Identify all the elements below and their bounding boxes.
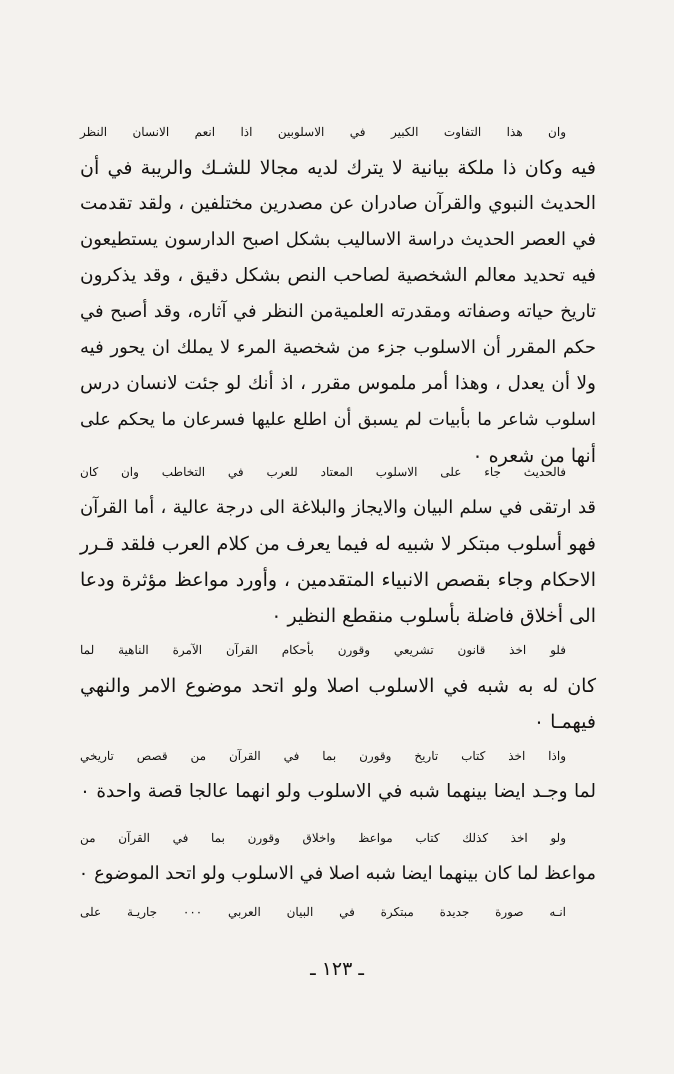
text-line: فلو اخذ قانون تشريعي وقورن بأحكام القرآن الآمرة الناهية لما (80, 643, 566, 657)
text-line: اسلوب شاعر ما بأبيات لم يسبق أن اطلع عليها فسرعان ما يحكم على (80, 410, 596, 430)
text-line: مواعظ لما كان بينهما ايضا شبه اصلا في الاسلوب ولو اتحد الموضوع ٠ (78, 863, 596, 884)
paragraph-1 (80, 114, 596, 474)
text-line: كان له به شبه في الاسلوب اصلا ولو اتحد موضوع الامر والنهي (80, 675, 596, 697)
text-line: ولا أن يعدل ، وهذا أمر ملموس مقرر ، اذ أنك لو جئت لانسان درس (80, 373, 596, 394)
paragraph-5 (80, 820, 596, 892)
text-line: فهو أسلوب مبتكر لا شبيه له فيما يعرف من كلام العرب فلقد قـرر (80, 533, 596, 555)
text-line: انـه صورة جديدة مبتكرة في البيان العربي ٠٠٠ جاريـة على (80, 905, 567, 919)
text-line: تاريخ حياته وصفاته ومقدرته العلميةمن النظر في آثاره، وقد أصبح في (80, 301, 596, 322)
text-line: واذا اخذ كتاب تاريخ وقورن بما في القرآن من قصص تاريخي (80, 749, 566, 763)
text-line: في العصر الحديث دراسة الاساليب بشكل اصبح الدارسون يستطيعون (80, 229, 596, 250)
text-line: أنها من شعره ٠ (472, 445, 596, 467)
paragraph-4 (80, 738, 596, 810)
paragraph-3 (80, 632, 596, 740)
text-line: فيه وكان ذا ملكة بيانية لا يترك لديه مجالا للشـك والريبة في أن (80, 157, 596, 179)
text-line: الاحكام وجاء بقصص الانبياء المتقدمين ، وأورد مواعظ مؤثرة ودعا (80, 569, 596, 591)
text-line: وان هذا التفاوت الكبير في الاسلوبين اذا انعم الانسان النظر (80, 125, 566, 139)
text-line: قد ارتقى في سلم البيان والايجاز والبلاغة الى درجة عالية ، أما القرآن (80, 497, 596, 518)
paragraph-6 (80, 894, 596, 930)
text-line: فالحديث جاء على الاسلوب المعتاد للعرب في التخاطب وان كان (80, 465, 566, 479)
paragraph-2 (80, 454, 596, 634)
text-line: لما وجـد ايضا بينهما شبه في الاسلوب ولو انهما عالجا قصة واحدة ٠ (80, 781, 596, 802)
page-number: ـ ١٢٣ ـ (310, 958, 364, 980)
text-line: فيهمـا ٠ (533, 711, 596, 733)
text-line: الحديث النبوي والقرآن صادران عن مصدرين مختلفين ، ولقد تقدمت (80, 193, 596, 214)
text-line: فيه تحديد معالم الشخصية لصاحب النص بشكل دقيق ، وقد يذكرون (80, 265, 596, 286)
text-line: ولو اخذ كذلك كتاب مواعظ واخلاق وقورن بما في القرآن من (80, 831, 566, 845)
text-line: الى أخلاق فاضلة بأسلوب منقطع النظير ٠ (271, 605, 596, 627)
text-line: حكم المقرر أن الاسلوب جزء من شخصية المرء لا يملك ان يحور فيه (80, 337, 596, 358)
